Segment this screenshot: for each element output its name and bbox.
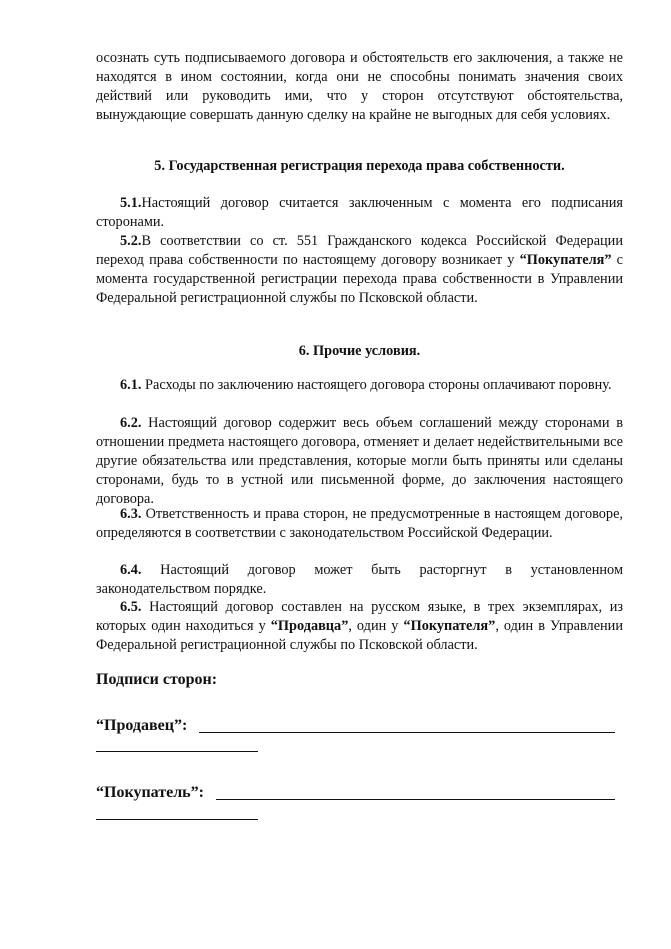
buyer-signature-label: “Покупатель”: (96, 784, 204, 801)
clause-5-1 (96, 194, 623, 232)
section-6-title: 6. Прочие условия. (298, 343, 421, 359)
clause-6-5-text-mid: , один у (348, 618, 404, 634)
clause-6-4-text: Настоящий договор может быть расторгнут в установленном законодательством порядке. (96, 562, 623, 597)
clause-6-3-text: Ответственность и права сторон, не предусмотренные в настоящем договоре, определяются в соответствии с законодательством Российской Федерации. (96, 506, 623, 541)
clause-6-5-number: 6.5. (120, 599, 142, 615)
clause-6-2-text: Настоящий договор содержит весь объем соглашений между сторонами в отношении предмета настоящего договора, отменяет и делает недействительными все другие обязательства или представления, которые могли быть приняты или сделаны сторонами, будь то в устной или письменной форме, до заключения настоящего договора. (96, 415, 623, 507)
clause-5-2 (96, 232, 623, 308)
clause-5-2-number: 5.2. (120, 233, 142, 249)
clause-6-3-number: 6.3. (120, 506, 142, 522)
clause-6-5 (96, 598, 623, 655)
clause-6-5-seller: “Продавца” (270, 618, 349, 634)
clause-6-5-text-end: , один в Управлении Федеральной регистрационной службы по Псковской области. (96, 618, 623, 653)
seller-signature-line-2[interactable] (96, 751, 258, 752)
clause-5-2-text-end: с момента государственной регистрации перехода права собственности в Управлении Федеральной регистрационной службы по Псковской области. (96, 252, 624, 306)
clause-6-1-number: 6.1. (120, 377, 142, 393)
seller-signature-line[interactable] (199, 732, 615, 733)
buyer-signature-line[interactable] (216, 799, 615, 800)
clause-6-4 (96, 561, 623, 599)
clause-6-4-number: 6.4. (120, 562, 142, 578)
clause-6-2 (96, 414, 623, 509)
clause-5-1-text: Настоящий договор считается заключенным с момента его подписания сторонами. (96, 195, 623, 230)
clause-6-5-text-start: Настоящий договор составлен на русском языке, в трех экземплярах, из которых один находиться у (96, 599, 623, 634)
clause-6-1 (96, 376, 623, 395)
intro-paragraph: осознать суть подписываемого договора и обстоятельств его заключения, а также не находятся в ином состоянии, когда они не способны понимать значения своих действий или руководить ими, что у сторон отсутствуют обстоятельства, вынуждающие совершать данную сделку на крайне не выгодных для себя условиях. (96, 50, 623, 123)
clause-6-5-buyer: “Покупателя” (403, 618, 496, 634)
clause-5-2-text-start: В соответствии со ст. 551 Гражданского кодекса Российской Федерации переход права собственности по настоящему договору возникает у (96, 233, 623, 268)
section-5-title: 5. Государственная регистрация перехода права собственности. (154, 158, 565, 174)
clause-5-2-buyer: “Покупателя” (519, 252, 612, 268)
clause-6-1-text: Расходы по заключению настоящего договора стороны оплачивают поровну. (141, 377, 612, 393)
clause-6-2-number: 6.2. (120, 415, 142, 431)
signatures-title: Подписи сторон: (96, 671, 218, 688)
seller-signature-label: “Продавец”: (96, 717, 188, 734)
buyer-signature-line-2[interactable] (96, 819, 258, 820)
clause-5-1-number: 5.1. (120, 195, 142, 211)
clause-6-3 (96, 505, 623, 543)
